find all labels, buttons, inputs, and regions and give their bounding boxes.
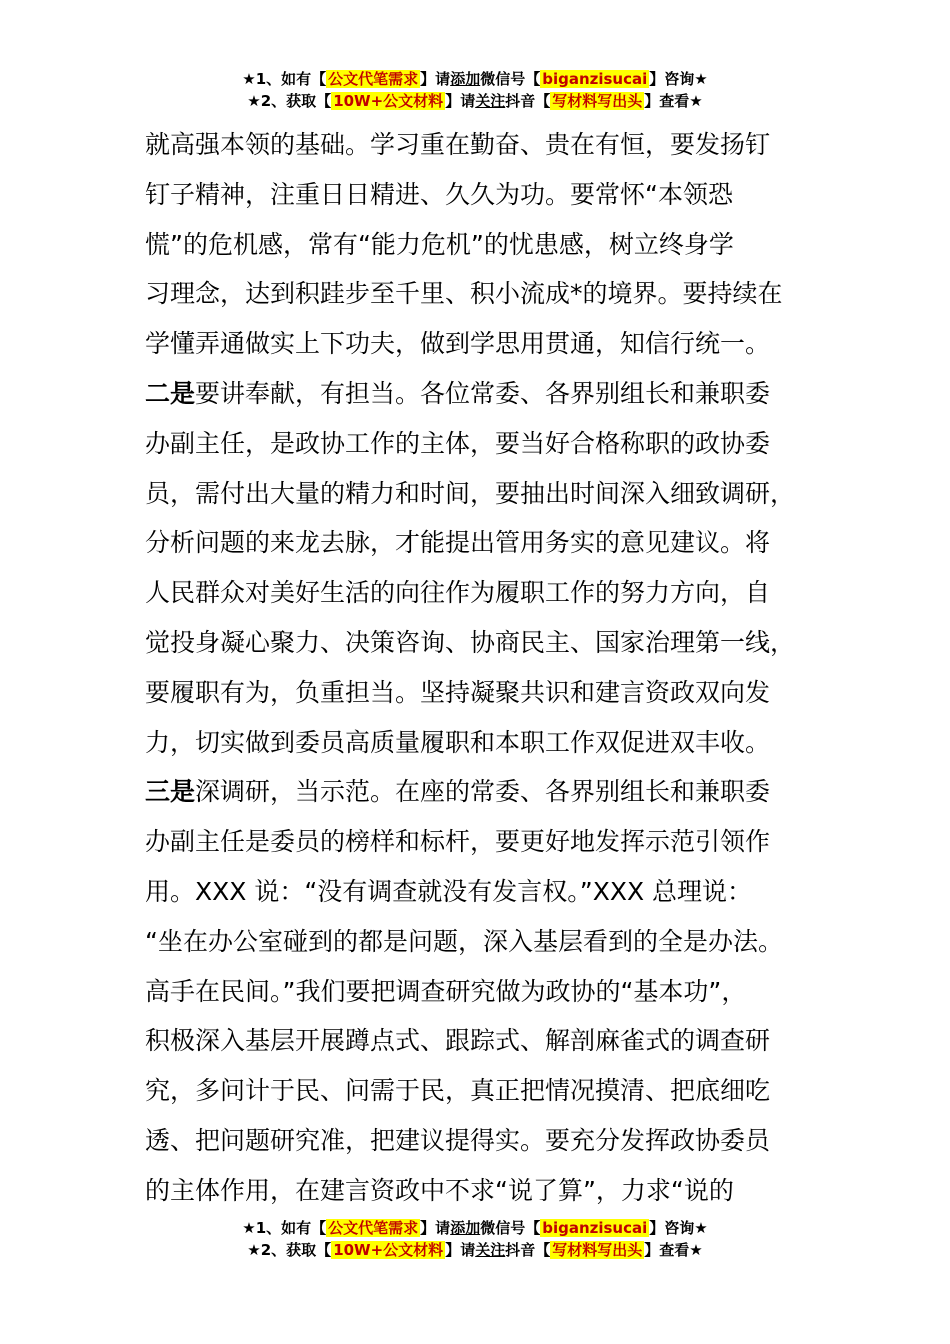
body-line-text: 力，切实做到委员高质量履职和本职工作双促进双丰收。 [145,727,771,757]
banner-text: 】咨询★ [649,1219,708,1237]
body-line-text: 要讲奉献，有担当。各位常委、各界别组长和兼职委 [195,378,771,408]
banner-text: 】咨询★ [649,70,708,88]
banner-text: 】请 [420,1219,451,1237]
body-line-text: 人民群众对美好生活的向往作为履职工作的努力方向，自 [145,578,771,608]
body-line [145,120,815,170]
banner-underline: 关注 [475,92,506,110]
body-line [145,568,815,618]
body-line-text: 就高强本领的基础。学习重在勤奋、贵在有恒，要发扬钉 [145,130,771,159]
banner-highlight: biganzisucai [542,70,648,88]
body-line-text: 办副主任是委员的榜样和标杆，要更好地发挥示范引领作 [145,827,771,857]
banner-underline: 添加 [450,1219,481,1237]
body-line [145,668,815,718]
banner-highlight: 公文代笔需求 [328,70,419,88]
body-line [145,369,815,419]
banner-highlight: 写材料写出头 [552,1241,643,1259]
banner-text: 】请 [420,70,451,88]
body-line-text: “坐在办公室碰到的都是问题，深入基层看到的全是办法。 [145,926,783,956]
banner-highlight: biganzisucai [542,1219,648,1237]
body-line [145,170,815,220]
banner-line-2 [0,1239,950,1261]
banner-line-1 [0,1217,950,1239]
body-line [145,1166,815,1216]
banner-text: 抖音【 [505,92,551,110]
banner-highlight: 10W+公文材料 [333,92,444,110]
body-line [145,767,815,817]
document-body [145,120,815,1216]
body-line [145,867,815,917]
body-line [145,1066,815,1116]
body-line-text: 要履职有为，负重担当。坚持凝聚共识和建言资政双向发 [145,677,771,707]
body-line-text: 高手在民间。”我们要把调查研究做为政协的“基本功”， [145,976,747,1006]
body-line [145,718,815,768]
banner-text: 】请 [445,1241,476,1259]
body-line-text: 透、把问题研究准，把建议提得实。要充分发挥政协委员 [145,1125,771,1155]
body-line [145,1116,815,1166]
body-line-text: 钉子精神，注重日日精进、久久为功。要常怀“本领恐 [145,179,733,209]
banner-text: 抖音【 [505,1241,551,1259]
banner-text: ★1、如有【 [242,70,327,88]
body-line-text: 习理念，达到积跬步至千里、积小流成*的境界。要持续在 [145,279,783,309]
body-line-text: 觉投身凝心聚力、决策咨询、协商民主、国家治理第一线， [145,627,796,657]
body-line [145,618,815,668]
body-line [145,817,815,867]
body-line-text: 学懂弄通做实上下功夫，做到学思用贯通，知信行统一。 [145,329,771,359]
banner-text: ★2、获取【 [247,1241,332,1259]
banner-highlight: 公文代笔需求 [328,1219,419,1237]
body-line-text: 积极深入基层开展蹲点式、跟踪式、解剖麻雀式的调查研 [145,1026,771,1056]
body-line [145,269,815,319]
banner-text: 】查看★ [644,92,703,110]
body-line [145,319,815,369]
body-line [145,220,815,270]
paragraph-lead: 二是 [145,378,196,408]
body-line-text: 分析问题的来龙去脉，才能提出管用务实的意见建议。将 [145,528,771,558]
banner-text: 】请 [445,92,476,110]
body-line-text: 的主体作用，在建言资政中不求“说了算”，力求“说的 [145,1175,734,1205]
body-line [145,917,815,967]
body-line [145,518,815,568]
body-line-text: 办副主任，是政协工作的主体，要当好合格称职的政协委 [145,428,771,458]
banner-line-2 [0,90,950,112]
body-line [145,469,815,519]
banner-highlight: 写材料写出头 [552,92,643,110]
body-line-text: 慌”的危机感，常有“能力危机”的忧患感，树立终身学 [145,229,734,259]
banner-text: ★1、如有【 [242,1219,327,1237]
banner-text: ★2、获取【 [247,92,332,110]
banner-underline: 添加 [450,70,481,88]
header-banner [0,68,950,112]
body-line-text: 深调研，当示范。在座的常委、各界别组长和兼职委 [195,777,771,807]
banner-text: 微信号【 [480,1219,541,1237]
body-line-text: 究，多问计于民、问需于民，真正把情况摸清、把底细吃 [145,1076,771,1106]
body-line [145,1016,815,1066]
banner-line-1 [0,68,950,90]
banner-text: 微信号【 [480,70,541,88]
banner-highlight: 10W+公文材料 [333,1241,444,1259]
body-line-text: 用。XXX 说：“没有调查就没有发言权。”XXX 总理说： [145,876,753,906]
body-line [145,967,815,1017]
paragraph-lead: 三是 [145,777,196,807]
footer-banner [0,1217,950,1261]
body-line [145,419,815,469]
body-line-text: 员，需付出大量的精力和时间，要抽出时间深入细致调研， [145,478,796,508]
banner-underline: 关注 [475,1241,506,1259]
banner-text: 】查看★ [644,1241,703,1259]
